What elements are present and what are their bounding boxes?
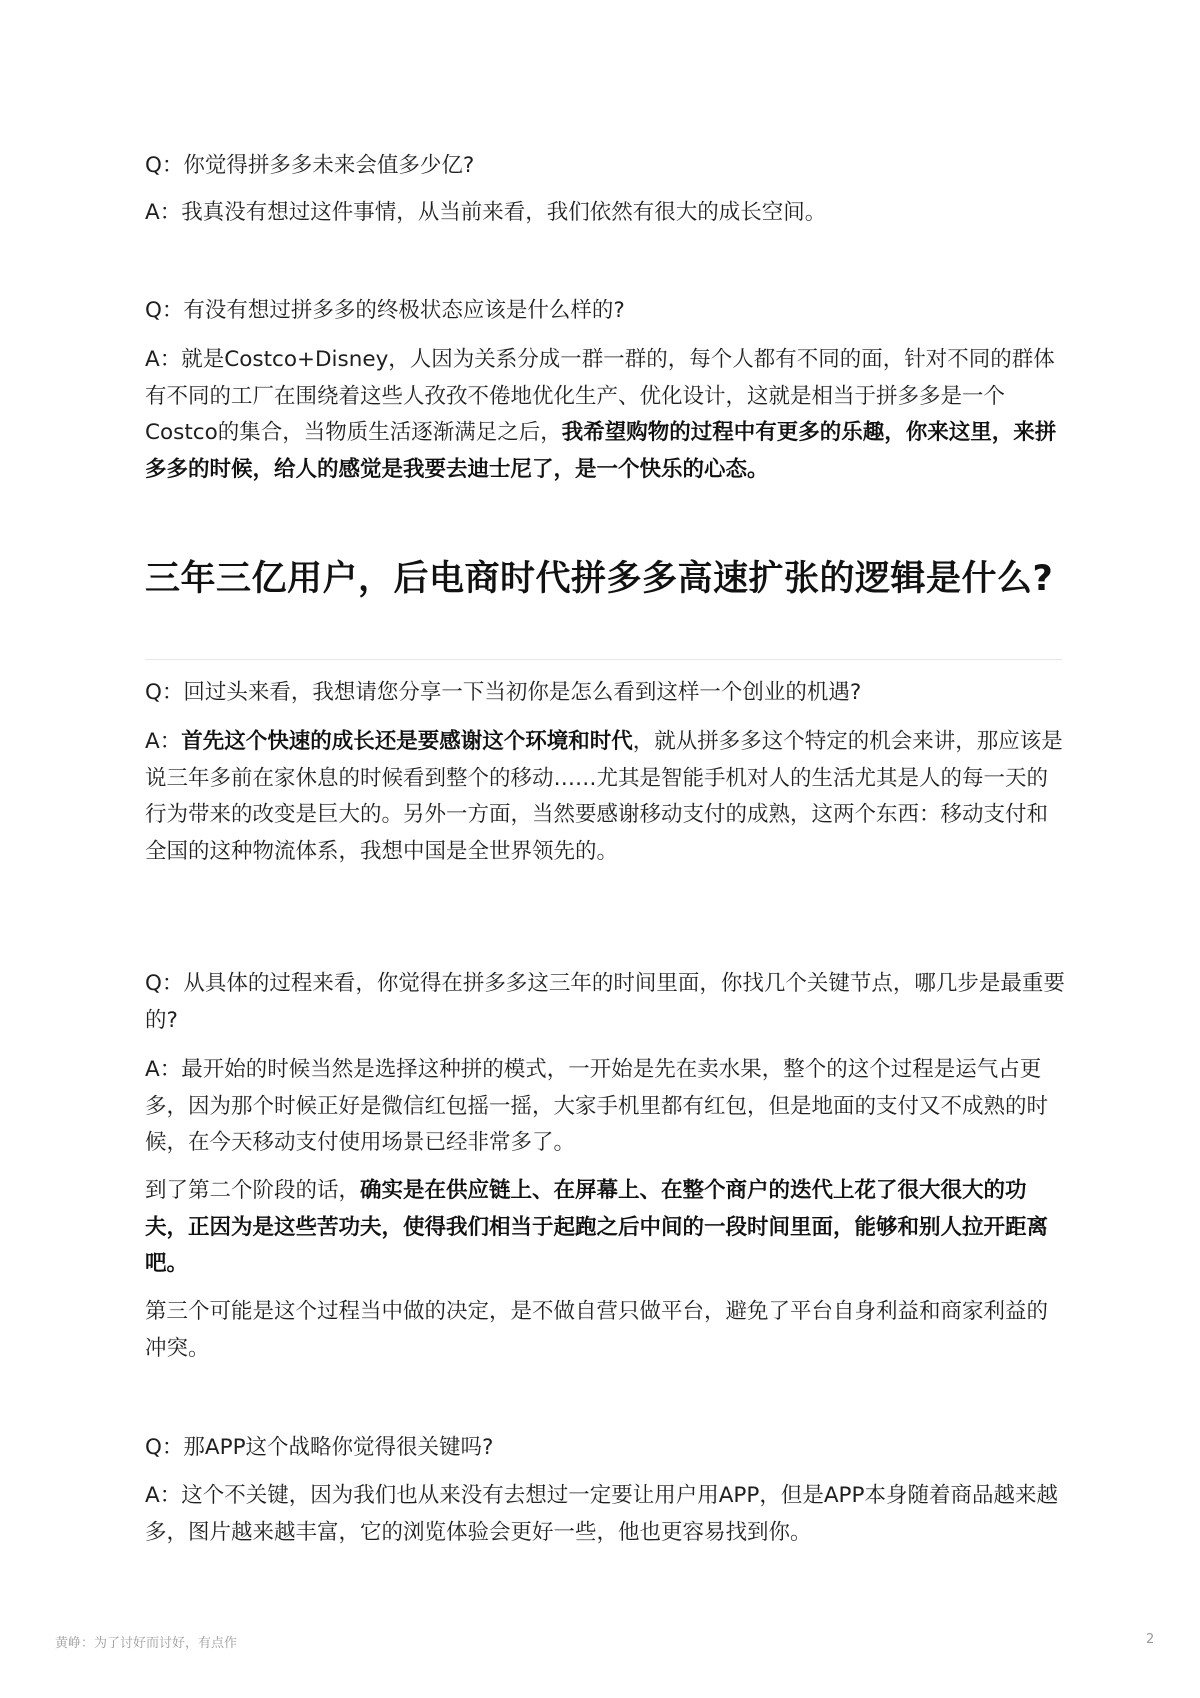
answer (145, 724, 1065, 870)
bold-text: 我希望购物的过程中有更多的乐趣，你来这里，来拼多多的时候，给人的感觉是我要去迪士尼了，是一个快乐的心态。 (145, 420, 1057, 482)
section-heading (145, 557, 1065, 602)
text: Q：从具体的过程来看，你觉得在拼多多这三年的时间里面，你找几个关键节点，哪几步是最重要的? (145, 971, 1065, 1033)
answer (145, 1478, 1065, 1551)
question (145, 675, 1065, 712)
question (145, 293, 1065, 330)
text: A： (145, 729, 182, 754)
question (145, 966, 1065, 1039)
bold-text: 首先这个快速的成长还是要感谢这个环境和时代 (181, 729, 633, 754)
text: 到了第二个阶段的话， (145, 1178, 361, 1203)
paragraph (145, 1173, 1065, 1283)
answer (145, 1052, 1065, 1162)
footer-title: 黄峥：为了讨好而讨好，有点作 (55, 1636, 238, 1651)
text: Q：你觉得拼多多未来会值多少亿? (145, 153, 475, 178)
text: ，就从拼多多这个特定的机会来讲，那应该是说三年多前在家休息的时候看到整个的移动……尤其是智能手机对人的生活尤其是人的每一天的行为带来的改变是巨大的。另外一方面，当然要感谢移动支付的成熟，这两个东西：移动支付和全国的这种物流体系，我想中国是全世界领先的。 (145, 729, 1063, 864)
section-divider (145, 659, 1062, 660)
text: A：就是Costco+Disney，人因为关系分成一群一群的，每个人都有不同的面，针对不同的群体有不同的工厂在围绕着这些人孜孜不倦地优化生产、优化设计，这就是相当于拼多多是一个Costco的集合，当物质生活逐渐满足之后， (145, 347, 1055, 446)
text: 第三个可能是这个过程当中做的决定，是不做自营只做平台，避免了平台自身利益和商家利益的冲突。 (145, 1299, 1049, 1361)
question (145, 148, 1065, 185)
paragraph (145, 1294, 1065, 1367)
text: A：最开始的时候当然是选择这种拼的模式，一开始是先在卖水果，整个的这个过程是运气占更多，因为那个时候正好是微信红包摇一摇，大家手机里都有红包，但是地面的支付又不成熟的时候，在今天移动支付使用场景已经非常多了。 (145, 1057, 1049, 1156)
page-number: 2 (1146, 1632, 1155, 1647)
text: A：我真没有想过这件事情，从当前来看，我们依然有很大的成长空间。 (145, 200, 827, 225)
text: Q：回过头来看，我想请您分享一下当初你是怎么看到这样一个创业的机遇? (145, 680, 862, 705)
bold-text: 确实是在供应链上、在屏幕上、在整个商户的迭代上花了很大很大的功夫，正因为是这些苦功夫，使得我们相当于起跑之后中间的一段时间里面，能够和别人拉开距离吧。 (145, 1178, 1049, 1277)
text: Q：有没有想过拼多多的终极状态应该是什么样的? (145, 298, 625, 323)
text: 三年三亿用户，后电商时代拼多多高速扩张的逻辑是什么? (145, 559, 1054, 599)
answer (145, 342, 1065, 488)
answer (145, 195, 1065, 232)
text: Q：那APP这个战略你觉得很关键吗? (145, 1435, 494, 1460)
question (145, 1430, 1065, 1467)
text: A：这个不关键，因为我们也从来没有去想过一定要让用户用APP，但是APP本身随着商品越来越多，图片越来越丰富，它的浏览体验会更好一些，他也更容易找到你。 (145, 1483, 1058, 1545)
